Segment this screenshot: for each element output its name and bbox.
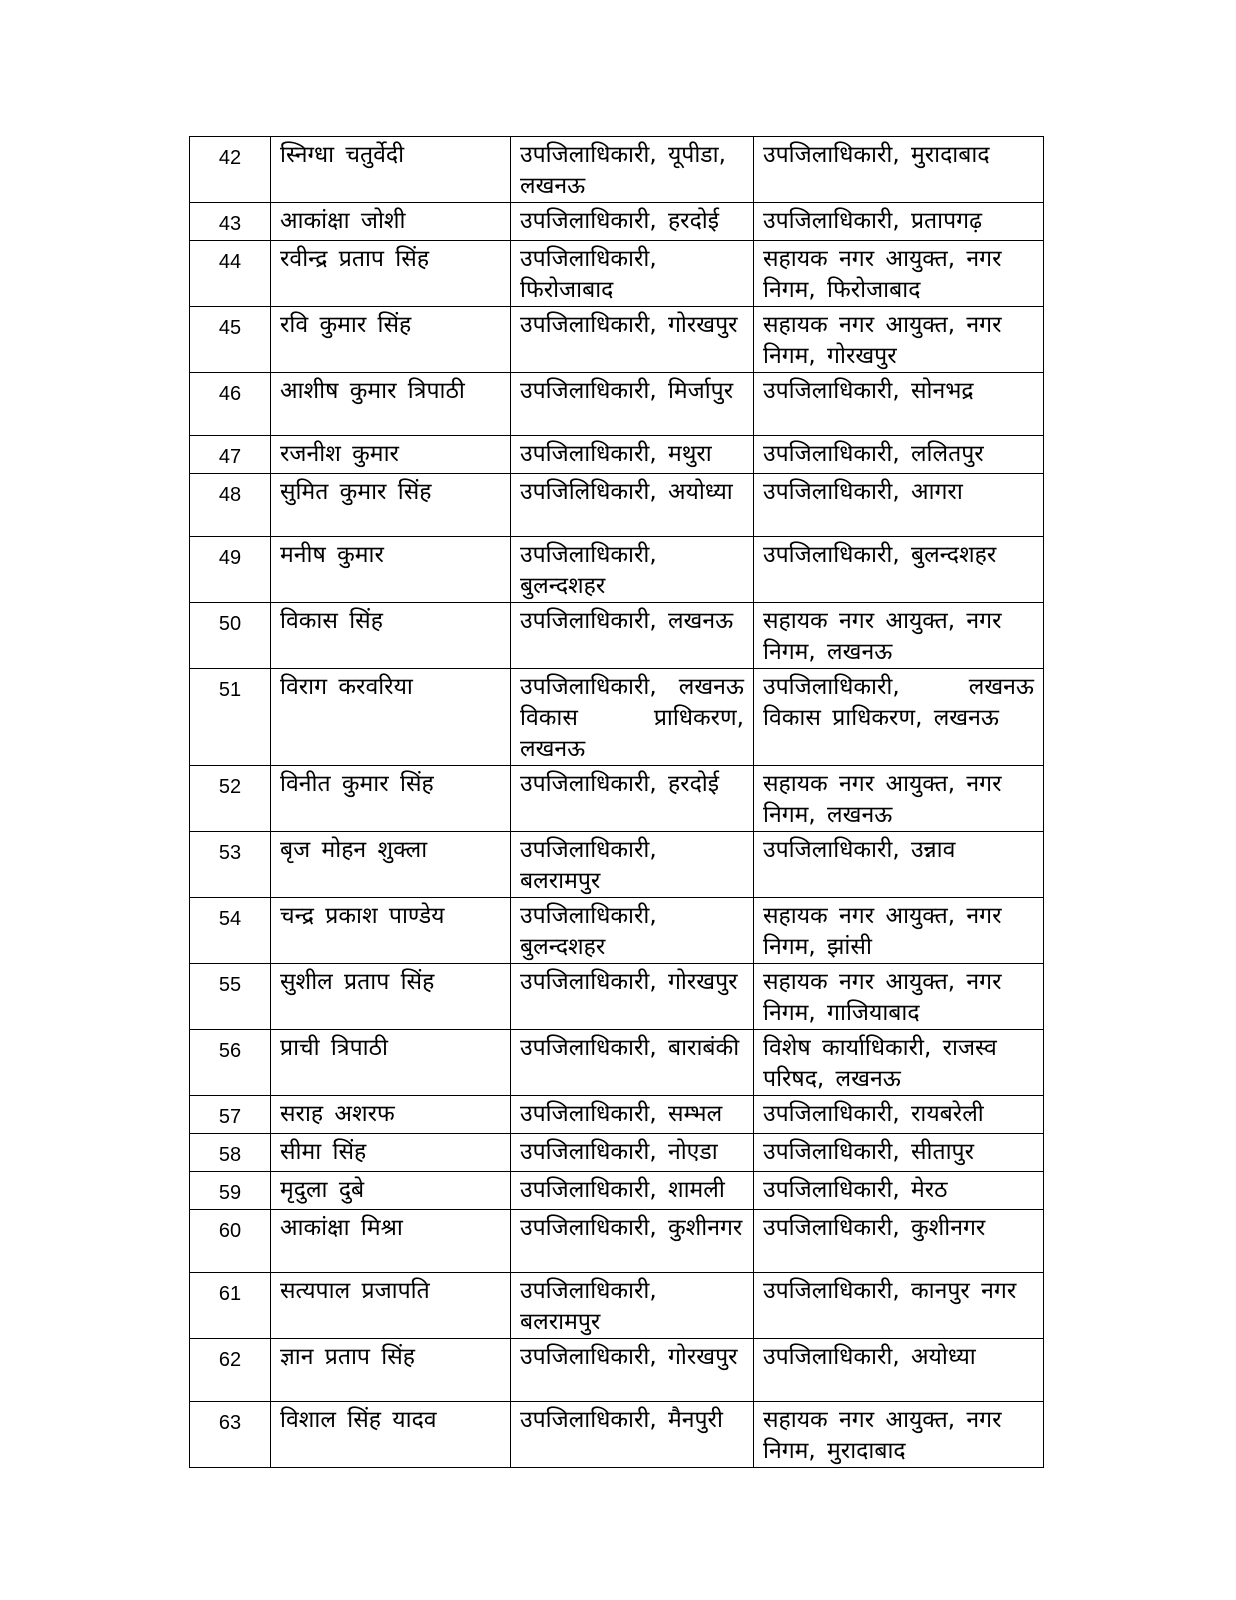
serial-number-cell: 48: [190, 474, 271, 537]
current-posting-cell: उपजिलाधिकारी, मैनपुरी: [511, 1402, 754, 1468]
new-posting-cell: उपजिलाधिकारी, कुशीनगर: [754, 1210, 1044, 1273]
new-posting-cell: सहायक नगर आयुक्त, नगर निगम, झांसी: [754, 898, 1044, 964]
current-posting-cell: उपजिलाधिकारी, मथुरा: [511, 436, 754, 474]
serial-number-cell: 56: [190, 1030, 271, 1096]
officer-name-cell: सुशील प्रताप सिंह: [271, 964, 511, 1030]
officer-name-cell: मृदुला दुबे: [271, 1172, 511, 1210]
serial-number-cell: 63: [190, 1402, 271, 1468]
current-posting-cell: उपजिलिधिकारी, अयोध्या: [511, 474, 754, 537]
officer-name-cell: प्राची त्रिपाठी: [271, 1030, 511, 1096]
new-posting-cell: सहायक नगर आयुक्त, नगर निगम, लखनऊ: [754, 766, 1044, 832]
current-posting-cell: उपजिलाधिकारी, मिर्जापुर: [511, 373, 754, 436]
officer-name-cell: आकांक्षा मिश्रा: [271, 1210, 511, 1273]
officer-name-cell: चन्द्र प्रकाश पाण्डेय: [271, 898, 511, 964]
table-row: [190, 307, 1044, 373]
officer-name-cell: रवीन्द्र प्रताप सिंह: [271, 241, 511, 307]
current-posting-cell: उपजिलाधिकारी, बलरामपुर: [511, 832, 754, 898]
table-row: [190, 766, 1044, 832]
serial-number-cell: 61: [190, 1273, 271, 1339]
current-posting-cell: उपजिलाधिकारी, लखनऊ विकास प्राधिकरण, लखनऊ: [511, 669, 754, 766]
new-posting-cell: उपजिलाधिकारी, सोनभद्र: [754, 373, 1044, 436]
serial-number-cell: 57: [190, 1096, 271, 1134]
serial-number-cell: 46: [190, 373, 271, 436]
table-row: [190, 1339, 1044, 1402]
table-row: [190, 603, 1044, 669]
new-posting-cell: उपजिलाधिकारी, लखनऊ विकास प्राधिकरण, लखनऊ: [754, 669, 1044, 766]
current-posting-cell: उपजिलाधिकारी, यूपीडा, लखनऊ: [511, 137, 754, 203]
current-posting-cell: उपजिलाधिकारी, बलरामपुर: [511, 1273, 754, 1339]
serial-number-cell: 49: [190, 537, 271, 603]
officer-name-cell: सराह अशरफ: [271, 1096, 511, 1134]
current-posting-cell: उपजिलाधिकारी, सम्भल: [511, 1096, 754, 1134]
table-row: [190, 832, 1044, 898]
table-row: [190, 436, 1044, 474]
serial-number-cell: 58: [190, 1134, 271, 1172]
new-posting-cell: उपजिलाधिकारी, प्रतापगढ़: [754, 203, 1044, 241]
serial-number-cell: 62: [190, 1339, 271, 1402]
table-row: [190, 203, 1044, 241]
officer-name-cell: सुमित कुमार सिंह: [271, 474, 511, 537]
new-posting-cell: सहायक नगर आयुक्त, नगर निगम, गोरखपुर: [754, 307, 1044, 373]
officer-name-cell: आशीष कुमार त्रिपाठी: [271, 373, 511, 436]
officer-name-cell: आकांक्षा जोशी: [271, 203, 511, 241]
table-row: [190, 964, 1044, 1030]
table-row: [190, 1210, 1044, 1273]
officer-name-cell: विनीत कुमार सिंह: [271, 766, 511, 832]
officer-name-cell: मनीष कुमार: [271, 537, 511, 603]
current-posting-cell: उपजिलाधिकारी, बुलन्दशहर: [511, 537, 754, 603]
officer-name-cell: विकास सिंह: [271, 603, 511, 669]
serial-number-cell: 45: [190, 307, 271, 373]
officer-name-cell: सीमा सिंह: [271, 1134, 511, 1172]
table-row: [190, 1134, 1044, 1172]
current-posting-cell: उपजिलाधिकारी, बाराबंकी: [511, 1030, 754, 1096]
serial-number-cell: 53: [190, 832, 271, 898]
new-posting-cell: सहायक नगर आयुक्त, नगर निगम, लखनऊ: [754, 603, 1044, 669]
current-posting-cell: उपजिलाधिकारी, गोरखपुर: [511, 1339, 754, 1402]
new-posting-cell: उपजिलाधिकारी, बुलन्दशहर: [754, 537, 1044, 603]
new-posting-cell: उपजिलाधिकारी, सीतापुर: [754, 1134, 1044, 1172]
officer-name-cell: विराग करवरिया: [271, 669, 511, 766]
table-body: [190, 137, 1044, 1468]
table-row: [190, 1030, 1044, 1096]
new-posting-cell: उपजिलाधिकारी, मुरादाबाद: [754, 137, 1044, 203]
transfer-list-table: [189, 136, 1044, 1468]
serial-number-cell: 51: [190, 669, 271, 766]
current-posting-cell: उपजिलाधिकारी, हरदोई: [511, 203, 754, 241]
officer-name-cell: सत्यपाल प्रजापति: [271, 1273, 511, 1339]
new-posting-cell: विशेष कार्याधिकारी, राजस्व परिषद, लखनऊ: [754, 1030, 1044, 1096]
serial-number-cell: 44: [190, 241, 271, 307]
officer-name-cell: रवि कुमार सिंह: [271, 307, 511, 373]
officer-name-cell: रजनीश कुमार: [271, 436, 511, 474]
serial-number-cell: 52: [190, 766, 271, 832]
table-row: [190, 474, 1044, 537]
current-posting-cell: उपजिलाधिकारी, बुलन्दशहर: [511, 898, 754, 964]
officer-name-cell: ज्ञान प्रताप सिंह: [271, 1339, 511, 1402]
table-row: [190, 898, 1044, 964]
table-row: [190, 537, 1044, 603]
serial-number-cell: 59: [190, 1172, 271, 1210]
current-posting-cell: उपजिलाधिकारी, कुशीनगर: [511, 1210, 754, 1273]
new-posting-cell: सहायक नगर आयुक्त, नगर निगम, मुरादाबाद: [754, 1402, 1044, 1468]
serial-number-cell: 55: [190, 964, 271, 1030]
new-posting-cell: उपजिलाधिकारी, कानपुर नगर: [754, 1273, 1044, 1339]
table-row: [190, 241, 1044, 307]
current-posting-cell: उपजिलाधिकारी, हरदोई: [511, 766, 754, 832]
current-posting-cell: उपजिलाधिकारी, शामली: [511, 1172, 754, 1210]
new-posting-cell: उपजिलाधिकारी, रायबरेली: [754, 1096, 1044, 1134]
new-posting-cell: उपजिलाधिकारी, आगरा: [754, 474, 1044, 537]
table-row: [190, 137, 1044, 203]
serial-number-cell: 60: [190, 1210, 271, 1273]
table-row: [190, 1273, 1044, 1339]
current-posting-cell: उपजिलाधिकारी, फिरोजाबाद: [511, 241, 754, 307]
new-posting-cell: सहायक नगर आयुक्त, नगर निगम, गाजियाबाद: [754, 964, 1044, 1030]
serial-number-cell: 54: [190, 898, 271, 964]
serial-number-cell: 50: [190, 603, 271, 669]
officer-name-cell: स्निग्धा चतुर्वेदी: [271, 137, 511, 203]
new-posting-cell: उपजिलाधिकारी, मेरठ: [754, 1172, 1044, 1210]
current-posting-cell: उपजिलाधिकारी, लखनऊ: [511, 603, 754, 669]
serial-number-cell: 43: [190, 203, 271, 241]
serial-number-cell: 42: [190, 137, 271, 203]
current-posting-cell: उपजिलाधिकारी, गोरखपुर: [511, 964, 754, 1030]
officer-name-cell: विशाल सिंह यादव: [271, 1402, 511, 1468]
new-posting-cell: उपजिलाधिकारी, उन्नाव: [754, 832, 1044, 898]
table-row: [190, 1172, 1044, 1210]
table-row: [190, 1096, 1044, 1134]
table-row: [190, 373, 1044, 436]
current-posting-cell: उपजिलाधिकारी, गोरखपुर: [511, 307, 754, 373]
new-posting-cell: उपजिलाधिकारी, ललितपुर: [754, 436, 1044, 474]
new-posting-cell: सहायक नगर आयुक्त, नगर निगम, फिरोजाबाद: [754, 241, 1044, 307]
new-posting-cell: उपजिलाधिकारी, अयोध्या: [754, 1339, 1044, 1402]
current-posting-cell: उपजिलाधिकारी, नोएडा: [511, 1134, 754, 1172]
table-row: [190, 1402, 1044, 1468]
serial-number-cell: 47: [190, 436, 271, 474]
table-row: [190, 669, 1044, 766]
officer-name-cell: बृज मोहन शुक्ला: [271, 832, 511, 898]
